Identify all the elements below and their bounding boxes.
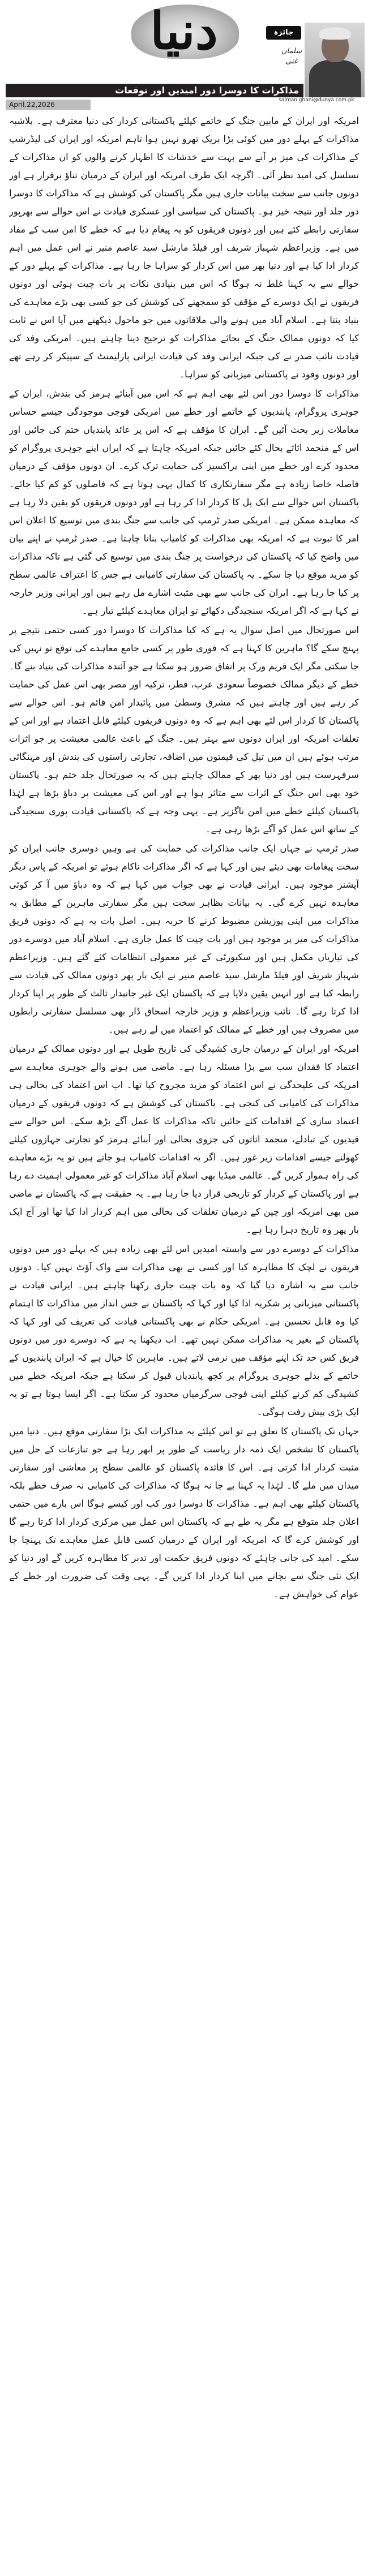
article-paragraph: امریکہ اور ایران کے درمیان جاری کشیدگی کی تاریخ طویل ہے اور دونوں ممالک کے درمیان اعتماد کا فقدان سب سے بڑا مسئلہ رہا ہے۔ ماضی میں ہونے والے جوہری معاہدے سے امریکہ کی علیحدگی نے اس اعتماد کو مزید مجروح کیا تھا۔ اب اس اعتماد کی بحالی ہی مذاکرات کی کامیابی کی کنجی ہے۔ پاکستان کی کوشش ہے کہ دونوں فریقوں کے درمیان اعتماد سازی کے اقدامات کئے جائیں تاکہ مذاکرات کا عمل آگے بڑھ سکے۔ اس حوالے سے قیدیوں کے تبادلے، منجمد اثاثوں کی جزوی بحالی اور آبنائے ہرمز کو تجارتی جہازوں کیلئے کھولنے جیسے اقدامات زیر غور ہیں۔ اگر یہ اقدامات کامیاب ہو جاتے ہیں تو یہ بڑے معاہدے کی راہ ہموار کریں گے۔ عالمی میڈیا بھی اسلام آباد مذاکرات کو غیر معمولی اہمیت دے رہا ہے اور پاکستان کے کردار کو تاریخی قرار دیا جا رہا ہے۔ یہ حقیقت ہے کہ پاکستان نے ماضی میں بھی امریکہ اور چین کے درمیان تعلقات کی بحالی میں اہم کردار ادا کیا تھا اور آج ایک بار پھر وہ تاریخ دہرا رہا ہے۔: [9, 1043, 359, 1235]
author-email: salman.ghani@dunya.com.pk: [279, 97, 354, 103]
article-paragraph: اس صورتحال میں اصل سوال یہ ہے کہ کیا مذاکرات کا دوسرا دور کسی حتمی نتیجے پر پہنچ سکے گا؟ ماہرین کا کہنا ہے کہ فوری طور پر کسی جامع معاہدے کی توقع تو نہیں کی جا سکتی مگر ایک فریم ورک پر اتفاق ضرور ہو سکتا ہے جو آئندہ مذاکرات کی بنیاد بنے گا۔ خطے کے دیگر ممالک خصوصاً سعودی عرب، قطر، ترکیہ اور مصر بھی اس عمل کی حمایت کر رہے ہیں اور چاہتے ہیں کہ مشرق وسطیٰ میں پائیدار امن قائم ہو۔ اس حوالے سے پاکستان کا کردار اس لئے بھی اہم ہے کہ وہ دونوں فریقوں کیلئے قابل اعتماد ہے اور اس کے تعلقات امریکہ اور ایران دونوں سے بہتر ہیں۔ جنگ کے باعث عالمی معیشت پر جو اثرات مرتب ہوئے ہیں ان میں تیل کی قیمتوں میں اضافہ، تجارتی راستوں کی بندش اور مہنگائی سرفہرست ہیں اور دنیا بھر کے ممالک چاہتے ہیں کہ یہ صورتحال جلد ختم ہو۔ پاکستان خود بھی اس جنگ کے اثرات سے متاثر ہوا ہے اور اس کی معیشت پر دباؤ بڑھا ہے لہٰذا پاکستان کیلئے خطے میں امن ناگزیر ہے۔ یہی وجہ ہے کہ پاکستانی قیادت پوری سنجیدگی کے ساتھ اس عمل کو آگے بڑھا رہی ہے۔: [9, 625, 359, 835]
publish-date: April.22,2026: [9, 101, 55, 109]
photo-body: [309, 60, 361, 97]
headline: مذاکرات کا دوسرا دور امیدیں اور توقعات: [115, 85, 299, 96]
logo-text: دنیا: [150, 1, 218, 61]
photo-hair: [319, 27, 351, 40]
headline-bar: [6, 84, 303, 97]
author-name: سلمان غنی: [281, 47, 302, 66]
article-paragraph: مذاکرات کا دوسرا دور اس لئے بھی اہم ہے کہ اس میں آبنائے ہرمز کی بندش، ایران کے جوہری پروگرام، پابندیوں کے خاتمے اور خطے میں امریکی فوجی موجودگی جیسے حساس معاملات زیر بحث آئیں گے۔ ایران کا مؤقف ہے کہ اس پر عائد پابندیاں ختم کی جائیں اور اس کے منجمد اثاثے بحال کئے جائیں جبکہ امریکہ چاہتا ہے کہ ایران اپنے جوہری پروگرام کو محدود کرے اور خطے میں اپنی پراکسیز کی حمایت ترک کرے۔ ان دونوں مؤقف کے درمیان فاصلہ خاصا زیادہ ہے مگر سفارتکاری کا کمال یہی ہوتا ہے کہ فاصلوں کو کم کیا جائے۔ پاکستان اس حوالے سے ایک پل کا کردار ادا کر رہا ہے اور دونوں فریقوں کو یقین دلا رہا ہے کہ معاہدہ ممکن ہے۔ امریکی صدر ٹرمپ کی جانب سے جنگ بندی میں توسیع کا اعلان اس امر کا ثبوت ہے کہ امریکہ بھی مذاکرات کو کامیاب بنانا چاہتا ہے۔ صدر ٹرمپ نے اپنے بیان میں واضح کیا کہ پاکستان کی درخواست پر جنگ بندی میں توسیع کی گئی ہے تاکہ مذاکرات کو مزید موقع دیا جا سکے۔ یہ پاکستان کی سفارتی کامیابی ہے جس کا اعتراف عالمی سطح پر کیا جا رہا ہے۔ ایران کی جانب سے بھی مثبت اشارے مل رہے ہیں اور ایرانی وزیر خارجہ نے کہا ہے کہ اگر امریکہ سنجیدگی دکھائے تو ایران معاہدے کیلئے تیار ہے۔: [9, 388, 359, 616]
article-paragraph: مذاکرات کے دوسرے دور سے وابستہ امیدیں اس لئے بھی زیادہ ہیں کہ پہلے دور میں دونوں فریقوں نے لچک کا مظاہرہ کیا اور کسی نے بھی مذاکرات سے واک آؤٹ نہیں کیا۔ دونوں جانب سے یہ اشارہ دیا گیا کہ وہ بات چیت جاری رکھنا چاہتے ہیں۔ ایرانی قیادت نے پاکستانی میزبانی پر شکریہ ادا کیا اور کہا کہ پاکستان نے جس انداز میں مذاکرات کا اہتمام کیا وہ قابل تحسین ہے۔ امریکی حکام نے بھی پاکستانی قیادت کی تعریف کی اور کہا کہ پاکستان کے بغیر یہ مذاکرات ممکن نہیں تھے۔ اب دیکھنا یہ ہے کہ دوسرے دور میں دونوں فریق کس حد تک اپنے مؤقف میں نرمی لاتے ہیں۔ ماہرین کا خیال ہے کہ ایران پابندیوں کے خاتمے کے بدلے جوہری پروگرام پر کچھ پابندیاں قبول کر سکتا ہے جبکہ امریکہ خطے میں کشیدگی کم کرنے کیلئے اپنی فوجی سرگرمیاں محدود کر سکتا ہے۔ اگر ایسا ہوتا ہے تو یہ ایک بڑی پیش رفت ہوگی۔: [9, 1244, 359, 1417]
date-bar: [6, 100, 91, 110]
article-paragraph: امریکہ اور ایران کے مابین جنگ کے خاتمے کیلئے پاکستانی کردار کی دنیا معترف ہے۔ بلاشبہ مذاکرات کے پہلے دور میں کوئی بڑا بریک تھرو نہیں ہوا تاہم امریکہ اور ایران کی لیڈرشپ کے مذاکرات کی میز پر آنے سے بہت سے خدشات کا اظہار کرنے والوں کو ان مذاکرات کے تسلسل کی امید نظر آئی۔ اگرچہ ایک طرف امریکہ اور ایران کے درمیان تناؤ برقرار ہے اور دونوں جانب سے سخت بیانات جاری ہیں مگر پاکستان کی کوشش ہے کہ مذاکرات کا دوسرا دور جلد اور نتیجہ خیز ہو۔ پاکستان کی سیاسی اور عسکری قیادت نے اس حوالے سے بھرپور سفارتی رابطے کئے ہیں اور دونوں فریقوں کو یہ پیغام دیا ہے کہ خطے کا امن سب کے مفاد میں ہے۔ وزیراعظم شہباز شریف اور فیلڈ مارشل سید عاصم منیر نے اس عمل میں اہم کردار ادا کیا ہے اور دنیا بھر میں اس کردار کو سراہا جا رہا ہے۔ مذاکرات کے پہلے دور کے حوالے سے یہ کہنا غلط نہ ہوگا کہ اس میں بنیادی نکات پر بات چیت ہوئی اور دونوں فریقوں نے ایک دوسرے کے مؤقف کو سمجھنے کی کوشش کی جو کسی بھی بڑے معاہدے کی بنیاد بنتا ہے۔ اسلام آباد میں ہونے والی ملاقاتوں میں جو ماحول دیکھنے میں آیا اس نے ثابت کیا کہ دونوں ممالک جنگ کے بجائے مذاکرات کو ترجیح دینا چاہتے ہیں۔ امریکی وفد کی قیادت نائب صدر نے کی جبکہ ایرانی وفد کی قیادت ایرانی پارلیمنٹ کے سپیکر کر رہے تھے اور دونوں وفود نے پاکستانی میزبانی کو سراہا۔: [9, 115, 359, 380]
article-paragraph: صدر ٹرمپ نے جہاں ایک جانب مذاکرات کی حمایت کی ہے وہیں دوسری جانب ایران کو سخت پیغامات بھی دیئے ہیں اور کہا ہے کہ اگر مذاکرات ناکام ہوئے تو امریکہ کے پاس دیگر آپشنز موجود ہیں۔ ایرانی قیادت نے بھی جواب میں کہا ہے کہ وہ دباؤ میں آ کر کوئی معاہدہ نہیں کرے گی۔ یہ بیانات بظاہر سخت ہیں مگر سفارتی ماہرین کے مطابق یہ مذاکرات میں اپنی پوزیشن مضبوط کرنے کا حربہ ہیں۔ اصل بات یہ ہے کہ دونوں فریق مذاکرات کی میز پر موجود ہیں اور بات چیت کا عمل جاری ہے۔ اسلام آباد میں دوسرے دور کی تیاریاں مکمل ہیں اور سکیورٹی کے غیر معمولی انتظامات کئے گئے ہیں۔ وزیراعظم شہباز شریف اور فیلڈ مارشل سید عاصم منیر نے ایک بار پھر دونوں ممالک کی قیادت سے رابطہ کیا ہے اور انہیں یقین دلایا ہے کہ پاکستان ایک غیر جانبدار ثالث کے طور پر اپنا کردار ادا کرتا رہے گا۔ نائب وزیراعظم و وزیر خارجہ اسحاق ڈار بھی مسلسل سفارتی رابطوں میں مصروف ہیں اور خطے کے ممالک کو اعتماد میں لے رہے ہیں۔: [9, 843, 359, 1035]
masthead: [0, 0, 368, 109]
author-photo: [305, 23, 365, 97]
section-label: جائزہ: [273, 28, 294, 37]
section-badge: [266, 26, 301, 40]
article-body: [9, 112, 359, 2568]
article-paragraph: جہاں تک پاکستان کا تعلق ہے تو اس کیلئے یہ مذاکرات ایک بڑا سفارتی موقع ہیں۔ دنیا میں پاکستان کا تشخص ایک ذمہ دار ریاست کے طور پر ابھر رہا ہے جو تنازعات کے حل میں مثبت کردار ادا کرتی ہے۔ اس کا فائدہ پاکستان کو عالمی سطح پر معاشی اور سفارتی میدان میں ملے گا۔ لہٰذا یہ کہنا بے جا نہ ہوگا کہ مذاکرات کی کامیابی نہ صرف خطے بلکہ پاکستان کیلئے بھی اہم ہے۔ مذاکرات کا دوسرا دور کب اور کیسے ہوگا اس بارے میں حتمی اعلان جلد متوقع ہے مگر یہ طے ہے کہ پاکستان اس عمل میں مرکزی کردار ادا کرتا رہے گا اور کوشش کرے گا کہ امریکہ اور ایران کے درمیان کسی قابل عمل معاہدے تک پہنچا جا سکے۔ امید کی جانی چاہئے کہ دونوں فریق حکمت اور تدبر کا مظاہرہ کریں گے اور دنیا کو ایک نئی جنگ سے بچانے میں اپنا کردار ادا کریں گے۔ یہی وقت کی ضرورت اور خطے کے عوام کی خواہش ہے۔: [9, 1426, 359, 1599]
